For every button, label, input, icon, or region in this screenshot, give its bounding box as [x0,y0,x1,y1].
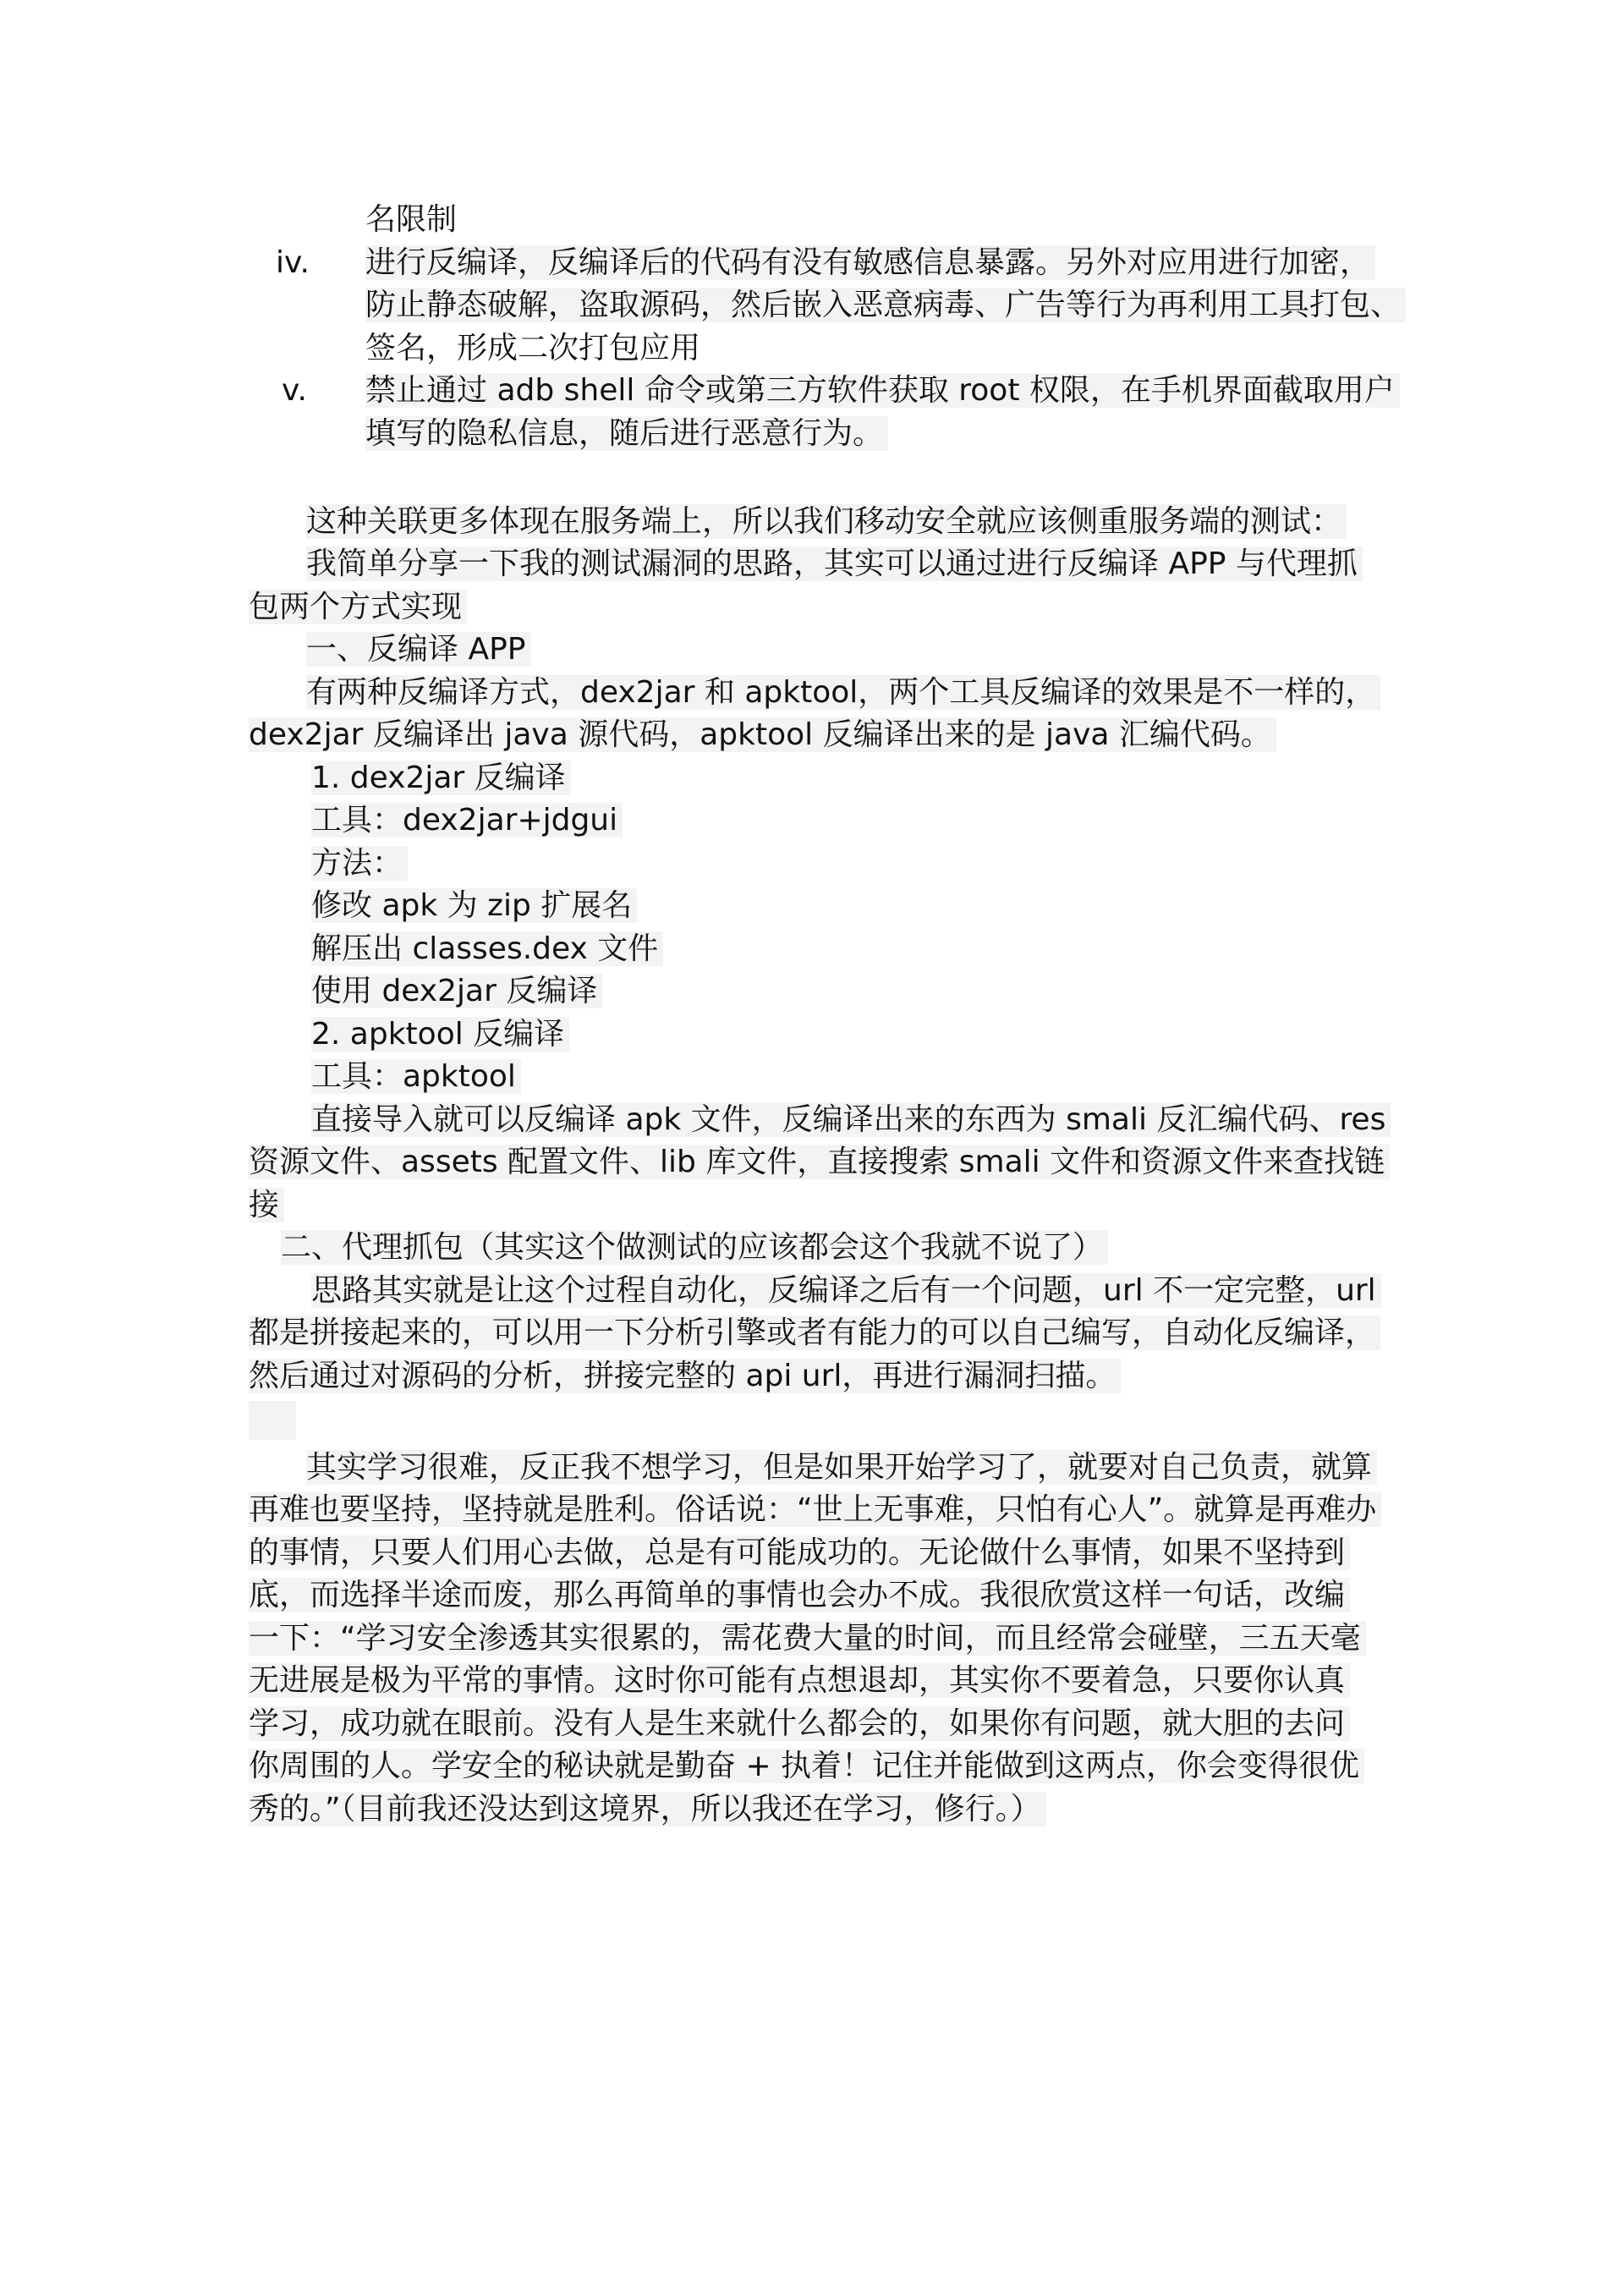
paragraph-ideas-line-2: 包两个方式实现 [249,586,467,629]
list-item-v-line-1: 禁止通过 adb shell 命令或第三方软件获取 root 权限，在手机界面截取用户 [365,370,1400,412]
list-carry-line: 名限制 [365,202,458,237]
paragraph-two-methods-line-2: dex2jar 反编译出 java 源代码，apktool 反编译出来的是 java 汇编代码。 [249,714,1276,756]
paragraph-automation-line-2: 都是拼接起来的，可以用一下分析引擎或者有能力的可以自己编写，自动化反编译， [249,1312,1380,1354]
list-item-iv-line-2: 防止静态破解，盗取源码，然后嵌入恶意病毒、广告等行为再利用工具打包、 [365,284,1406,327]
dex2jar-method-label: 方法： [311,843,408,885]
apktool-desc-line-1: 直接导入就可以反编译 apk 文件，反编译出来的东西为 smali 反汇编代码、res [311,1099,1391,1141]
dex2jar-step-3: 使用 dex2jar 反编译 [311,970,602,1013]
list-marker-iv: iv. [276,245,310,280]
closing-line-5: 一下：“学习安全渗透其实很累的，需花费大量的时间，而且经常会碰壁，三五天毫 [249,1618,1366,1660]
paragraph-two-methods-line-1: 有两种反编译方式，dex2jar 和 apktool，两个工具反编译的效果是不一样的， [306,672,1380,714]
closing-line-2: 再难也要坚持，坚持就是胜利。俗话说：“世上无事难，只怕有心人”。就算是再难办 [249,1489,1381,1531]
list-item-iv-line-1: 进行反编译，反编译后的代码有没有敏感信息暴露。另外对应用进行加密， [365,242,1375,284]
subheading-apktool: 2. apktool 反编译 [311,1013,569,1056]
subheading-dex2jar: 1. dex2jar 反编译 [311,757,571,799]
heading-proxy-capture: 二、代理抓包（其实这个做测试的应该都会这个我就不说了） [281,1227,1108,1269]
closing-line-8: 你周围的人。学安全的秘诀就是勤奋 + 执着！记住并能做到这两点，你会变得很优 [249,1745,1364,1788]
dex2jar-step-1: 修改 apk 为 zip 扩展名 [311,885,637,927]
paragraph-ideas-line-1: 我简单分享一下我的测试漏洞的思路，其实可以通过进行反编译 APP 与代理抓 [306,543,1363,585]
list-marker-v: v. [282,373,307,408]
list-item-iv-line-3: 签名，形成二次打包应用 [365,331,701,365]
apktool-tool: 工具：apktool [311,1056,521,1098]
paragraph-service-side: 这种关联更多体现在服务端上，所以我们移动安全就应该侧重服务端的测试： [306,501,1347,543]
closing-line-1: 其实学习很难，反正我不想学习，但是如果开始学习了，就要对自己负责，就算 [306,1447,1377,1489]
paragraph-automation-line-3: 然后通过对源码的分析，拼接完整的 api url，再进行漏洞扫描。 [249,1355,1121,1398]
closing-line-6: 无进展是极为平常的事情。这时你可能有点想退却，其实你不要着急，只要你认真 [249,1660,1350,1702]
closing-line-3: 的事情，只要人们用心去做，总是有可能成功的。无论做什么事情，如果不坚持到 [249,1532,1350,1574]
heading-decompile-app: 一、反编译 APP [306,629,531,671]
paragraph-automation-line-1: 思路其实就是让这个过程自动化，反编译之后有一个问题，url 不一定完整，url [311,1270,1381,1312]
empty-highlighted-line [249,1401,296,1440]
closing-line-9: 秀的。”（目前我还没达到这境界，所以我还在学习，修行。） [249,1788,1046,1831]
list-item-v-line-2: 填写的隐私信息，随后进行恶意行为。 [365,413,888,455]
closing-line-4: 底，而选择半途而废，那么再简单的事情也会办不成。我很欣赏这样一句话，改编 [249,1574,1350,1617]
apktool-desc-line-2: 资源文件、assets 配置文件、lib 库文件，直接搜索 smali 文件和资源文件来查找链 [249,1141,1390,1184]
closing-line-7: 学习，成功就在眼前。没有人是生来就什么都会的，如果你有问题，就大胆的去问 [249,1703,1350,1745]
apktool-desc-line-3: 接 [249,1184,284,1227]
dex2jar-step-2: 解压出 classes.dex 文件 [311,928,663,970]
dex2jar-tool: 工具：dex2jar+jdgui [311,799,623,842]
